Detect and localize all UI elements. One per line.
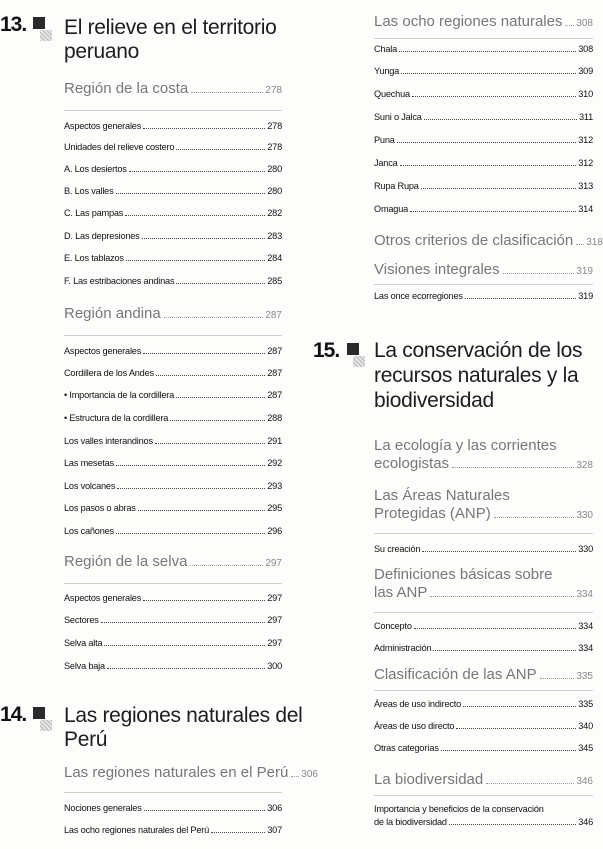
- entry-page: 280: [267, 164, 282, 174]
- entry-page: 313: [578, 181, 593, 191]
- toc-entry[interactable]: [64, 458, 282, 469]
- chapter-14-title-line1: Las regiones naturales del: [64, 704, 303, 727]
- toc-entry[interactable]: [64, 503, 282, 514]
- entry-page: 300: [267, 661, 282, 671]
- section-definiciones[interactable]: [374, 566, 593, 604]
- divider: [64, 583, 282, 584]
- section-regiones-peru[interactable]: [64, 764, 318, 784]
- leader-dots: [397, 142, 577, 143]
- chapter-13-shade-icon: [40, 30, 52, 41]
- entry-label-line1: Importancia y beneficios de la conservación: [374, 804, 544, 814]
- chapter-15-title-line2: recursos naturales y la: [374, 364, 579, 387]
- chapter-15-number: 15.: [313, 339, 340, 362]
- section-title-line2: Protegidas (ANP): [374, 505, 491, 522]
- entry-label: Selva alta: [64, 638, 103, 648]
- leader-dots: [424, 119, 577, 120]
- leader-dots: [430, 596, 574, 597]
- chapter-15-title-line3: biodiversidad: [374, 389, 494, 412]
- chapter-14-title-line2: Perú: [64, 728, 108, 751]
- leader-dots: [116, 533, 265, 534]
- entry-page: 334: [578, 621, 593, 631]
- leader-dots: [421, 188, 577, 189]
- chapter-13-title-line2: peruano: [64, 40, 139, 63]
- entry-label: A. Los desiertos: [64, 164, 127, 174]
- entry-label: Las mesetas: [64, 458, 114, 468]
- section-page: 330: [576, 510, 593, 521]
- divider: [64, 110, 282, 111]
- leader-dots: [211, 832, 265, 833]
- toc-entry[interactable]: [374, 291, 593, 302]
- section-title-line1: Definiciones básicas sobre: [374, 566, 553, 583]
- divider: [374, 38, 593, 39]
- entry-page: 293: [267, 481, 282, 491]
- toc-entry[interactable]: [374, 699, 593, 710]
- toc-entry[interactable]: [64, 368, 282, 379]
- toc-entry[interactable]: [374, 44, 593, 55]
- leader-dots: [399, 51, 576, 52]
- leader-dots: [463, 706, 576, 707]
- divider: [64, 792, 282, 793]
- entry-label: Otras categorías: [374, 743, 439, 753]
- section-page: 287: [265, 310, 282, 321]
- leader-dots: [410, 211, 576, 212]
- entry-label: • Importancia de la cordillera: [64, 390, 175, 400]
- toc-entry[interactable]: [64, 526, 282, 537]
- leader-dots: [126, 260, 265, 261]
- entry-label: • Estructura de la cordillera: [64, 413, 169, 423]
- toc-entry[interactable]: [64, 436, 282, 447]
- toc-entry[interactable]: [374, 721, 593, 732]
- entry-page: 346: [578, 817, 593, 827]
- leader-dots: [143, 128, 265, 129]
- entry-label: C. Las pampas: [64, 208, 124, 218]
- entry-page: 308: [578, 44, 593, 54]
- entry-page: 297: [267, 593, 282, 603]
- section-ecologia[interactable]: [374, 437, 593, 475]
- leader-dots: [414, 628, 577, 629]
- section-page: 297: [265, 558, 282, 569]
- section-page: 278: [265, 85, 282, 96]
- entry-label: Los pasos o abras: [64, 503, 136, 513]
- leader-dots: [107, 668, 265, 669]
- toc-entry[interactable]: [64, 390, 282, 401]
- divider: [64, 335, 282, 336]
- entry-page: 287: [267, 346, 282, 356]
- leader-dots: [116, 465, 265, 466]
- leader-dots: [101, 622, 266, 623]
- entry-label: Los valles interandinos: [64, 436, 153, 446]
- toc-entry[interactable]: [64, 615, 282, 626]
- chapter-15-square-icon: [347, 343, 359, 355]
- section-title: Clasificación de las ANP: [374, 666, 537, 683]
- leader-dots: [191, 92, 263, 93]
- chapter-13-square-icon: [33, 17, 45, 29]
- entry-page: 314: [578, 204, 593, 214]
- entry-page: 291: [267, 436, 282, 446]
- leader-dots: [503, 273, 575, 274]
- entry-page: 297: [267, 638, 282, 648]
- entry-page: 297: [267, 615, 282, 625]
- divider: [374, 284, 593, 285]
- toc-entry[interactable]: [64, 186, 282, 197]
- toc-entry[interactable]: [374, 544, 593, 555]
- section-visiones-integrales[interactable]: [374, 261, 593, 281]
- section-biodiversidad[interactable]: [374, 771, 593, 791]
- entry-label: Aspectos generales: [64, 593, 142, 603]
- leader-dots: [465, 298, 577, 299]
- toc-entry[interactable]: [64, 142, 282, 153]
- leader-dots: [155, 443, 265, 444]
- section-clasificacion-anp[interactable]: [374, 666, 593, 686]
- divider: [374, 690, 593, 691]
- section-andina[interactable]: [64, 305, 282, 325]
- section-title-line2: las ANP: [374, 584, 428, 601]
- toc-entry[interactable]: [374, 204, 593, 215]
- leader-dots: [129, 171, 266, 172]
- toc-entry[interactable]: [64, 593, 282, 604]
- entry-label: Las once ecorregiones: [374, 291, 463, 301]
- section-page: 318: [586, 237, 603, 248]
- toc-entry[interactable]: [374, 803, 593, 829]
- leader-dots: [400, 165, 577, 166]
- entry-page: 311: [578, 112, 593, 122]
- leader-dots: [291, 776, 299, 777]
- entry-label: Nociones generales: [64, 803, 142, 813]
- section-page: 335: [576, 671, 593, 682]
- toc-entry[interactable]: [64, 825, 282, 836]
- toc-entry[interactable]: [374, 643, 593, 654]
- entry-page: 335: [578, 699, 593, 709]
- entry-page: 282: [267, 208, 282, 218]
- entry-page: 284: [267, 253, 282, 263]
- leader-dots: [565, 25, 574, 26]
- entry-page: 306: [267, 803, 282, 813]
- leader-dots: [540, 678, 575, 679]
- entry-label: Yunga: [374, 66, 400, 76]
- entry-label: Chala: [374, 44, 398, 54]
- leader-dots: [116, 193, 266, 194]
- chapter-14-number: 14.: [0, 703, 27, 726]
- toc-entry[interactable]: [64, 121, 282, 132]
- leader-dots: [143, 600, 265, 601]
- leader-dots: [456, 728, 576, 729]
- leader-dots: [452, 467, 574, 468]
- chapter-14-shade-icon: [40, 720, 52, 731]
- section-page: 308: [576, 18, 593, 29]
- entry-page: 292: [267, 458, 282, 468]
- toc-entry[interactable]: [374, 181, 593, 192]
- section-title-line1: Las Áreas Naturales: [374, 487, 510, 504]
- chapter-13-number: 13.: [0, 13, 27, 36]
- entry-label: Áreas de uso indirecto: [374, 699, 462, 709]
- toc-entry[interactable]: [64, 638, 282, 649]
- leader-dots: [422, 551, 576, 552]
- section-title-line2: ecologistas: [374, 455, 450, 472]
- section-selva[interactable]: [64, 553, 282, 573]
- divider: [374, 533, 593, 534]
- leader-dots: [156, 375, 265, 376]
- leader-dots: [176, 397, 265, 398]
- toc-entry[interactable]: [374, 158, 593, 169]
- entry-label: Quechua: [374, 89, 410, 99]
- leader-dots: [176, 283, 265, 284]
- entry-page: 296: [267, 526, 282, 536]
- leader-dots: [170, 420, 265, 421]
- section-title: Las regiones naturales en el Perú: [64, 764, 289, 781]
- entry-label: Áreas de uso directo: [374, 721, 455, 731]
- toc-entry[interactable]: [64, 208, 282, 219]
- entry-label: Aspectos generales: [64, 121, 142, 131]
- leader-dots: [494, 517, 575, 518]
- toc-entry[interactable]: [374, 66, 593, 77]
- entry-page: 278: [267, 142, 282, 152]
- entry-label-line2: de la biodiversidad: [374, 817, 447, 827]
- entry-label: Selva baja: [64, 661, 105, 671]
- entry-page: 307: [267, 825, 282, 835]
- leader-dots: [412, 96, 576, 97]
- entry-label: B. Los valles: [64, 186, 114, 196]
- entry-page: 312: [578, 135, 593, 145]
- leader-dots: [143, 353, 265, 354]
- entry-label: Cordillera de los Andes: [64, 368, 154, 378]
- toc-entry[interactable]: [64, 413, 282, 424]
- entry-label: Unidades del relieve costero: [64, 142, 175, 152]
- entry-page: 280: [267, 186, 282, 196]
- entry-label: Los cañones: [64, 526, 114, 536]
- leader-dots: [486, 783, 574, 784]
- entry-label: Omagua: [374, 204, 409, 214]
- section-title: Región de la selva: [64, 553, 188, 570]
- entry-page: 330: [578, 544, 593, 554]
- section-page: 334: [576, 589, 593, 600]
- chapter-14-square-icon: [33, 707, 45, 719]
- toc-entry[interactable]: [374, 89, 593, 100]
- entry-label: Administración: [374, 643, 432, 653]
- toc-entry[interactable]: [64, 231, 282, 242]
- entry-page: 310: [578, 89, 593, 99]
- section-ocho-regiones[interactable]: [374, 13, 593, 33]
- leader-dots: [138, 510, 266, 511]
- entry-label: D. Las depresiones: [64, 231, 140, 241]
- entry-page: 285: [267, 276, 282, 286]
- section-page: 306: [301, 769, 318, 780]
- section-page: 328: [576, 460, 593, 471]
- section-anp[interactable]: [374, 487, 593, 525]
- entry-page: 283: [267, 231, 282, 241]
- entry-page: 340: [578, 721, 593, 731]
- section-page: 319: [576, 266, 593, 277]
- entry-page: 288: [267, 413, 282, 423]
- entry-page: 278: [267, 121, 282, 131]
- toc-entry[interactable]: [64, 276, 282, 287]
- toc-entry[interactable]: [374, 621, 593, 632]
- chapter-15-title-line1: La conservación de los: [374, 339, 583, 362]
- toc-entry[interactable]: [64, 164, 282, 175]
- entry-label: Janca: [374, 158, 398, 168]
- section-title: Región andina: [64, 305, 161, 322]
- toc-entry[interactable]: [64, 253, 282, 264]
- entry-label: F. Las estribaciones andinas: [64, 276, 175, 286]
- leader-dots: [176, 149, 265, 150]
- leader-dots: [125, 215, 265, 216]
- entry-page: 312: [578, 158, 593, 168]
- leader-dots: [142, 238, 266, 239]
- section-costa[interactable]: [64, 80, 282, 100]
- toc-entry[interactable]: [64, 346, 282, 357]
- section-title-line1: La ecología y las corrientes: [374, 437, 557, 454]
- leader-dots: [441, 750, 577, 751]
- entry-label: Suni o Jalca: [374, 112, 422, 122]
- entry-label: Sectores: [64, 615, 99, 625]
- section-title: Las ocho regiones naturales: [374, 13, 563, 30]
- entry-label: Los volcanes: [64, 481, 116, 491]
- leader-dots: [164, 317, 264, 318]
- chapter-13-title-line1: El relieve en el territorio: [64, 16, 277, 39]
- entry-page: 334: [578, 643, 593, 653]
- entry-page: 319: [578, 291, 593, 301]
- section-title: Visiones integrales: [374, 261, 500, 278]
- entry-page: 287: [267, 390, 282, 400]
- leader-dots: [104, 645, 265, 646]
- entry-label: Puna: [374, 135, 395, 145]
- entry-page: 309: [578, 66, 593, 76]
- entry-label: Concepto: [374, 621, 412, 631]
- leader-dots: [401, 73, 576, 74]
- leader-dots: [144, 810, 266, 811]
- divider: [374, 795, 593, 796]
- divider: [374, 612, 593, 613]
- entry-label: Aspectos generales: [64, 346, 142, 356]
- toc-entry[interactable]: [374, 135, 593, 146]
- leader-dots: [117, 488, 265, 489]
- entry-label: Las ocho regiones naturales del Perú: [64, 825, 210, 835]
- entry-page: 295: [267, 503, 282, 513]
- toc-entry[interactable]: [64, 661, 282, 672]
- section-title: La biodiversidad: [374, 771, 484, 788]
- section-title: Región de la costa: [64, 80, 189, 97]
- toc-entry[interactable]: [374, 743, 593, 754]
- toc-entry[interactable]: [64, 481, 282, 492]
- entry-page: 287: [267, 368, 282, 378]
- chapter-15-shade-icon: [353, 356, 365, 367]
- leader-dots: [190, 565, 263, 566]
- toc-entry[interactable]: [374, 112, 593, 123]
- section-otros-criterios[interactable]: [374, 232, 603, 252]
- leader-dots: [576, 244, 584, 245]
- entry-page: 345: [578, 743, 593, 753]
- section-title: Otros criterios de clasificación: [374, 232, 574, 249]
- entry-label: Su creación: [374, 544, 421, 554]
- leader-dots: [449, 824, 576, 825]
- toc-entry[interactable]: [64, 803, 282, 814]
- entry-label: E. Los tablazos: [64, 253, 124, 263]
- entry-label: Rupa Rupa: [374, 181, 419, 191]
- section-page: 346: [576, 776, 593, 787]
- leader-dots: [433, 650, 576, 651]
